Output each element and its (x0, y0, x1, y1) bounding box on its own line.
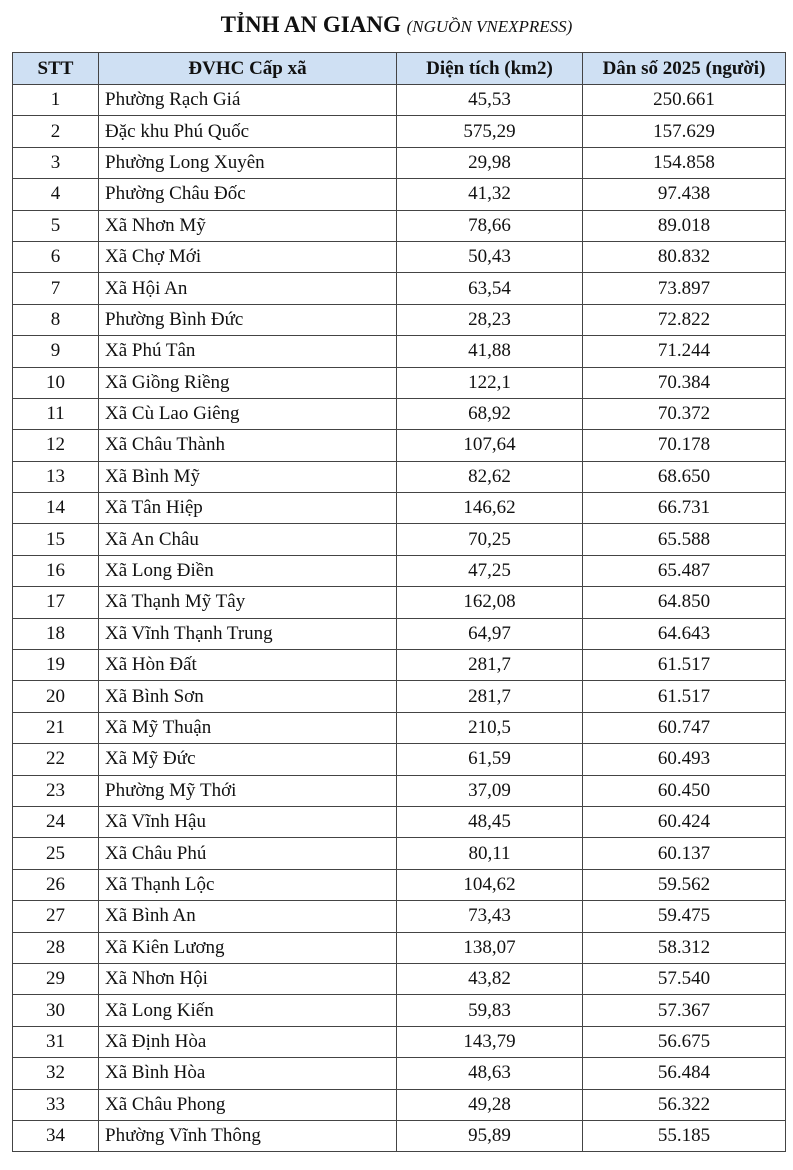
row-area: 73,43 (397, 901, 583, 932)
row-unit-name: Xã Định Hòa (99, 1026, 397, 1057)
row-stt: 23 (13, 775, 99, 806)
row-area: 47,25 (397, 555, 583, 586)
row-stt: 24 (13, 806, 99, 837)
table-row (13, 995, 786, 1026)
row-stt: 29 (13, 963, 99, 994)
row-area: 49,28 (397, 1089, 583, 1120)
row-unit-name: Đặc khu Phú Quốc (99, 116, 397, 147)
row-area: 37,09 (397, 775, 583, 806)
table-row (13, 650, 786, 681)
table-row (13, 618, 786, 649)
row-unit-name: Xã Bình Hòa (99, 1058, 397, 1089)
row-stt: 14 (13, 493, 99, 524)
table-row (13, 806, 786, 837)
row-unit-name: Xã Bình Mỹ (99, 461, 397, 492)
row-population: 73.897 (583, 273, 786, 304)
row-area: 80,11 (397, 838, 583, 869)
row-population: 57.367 (583, 995, 786, 1026)
row-unit-name: Xã Thạnh Mỹ Tây (99, 587, 397, 618)
row-stt: 11 (13, 398, 99, 429)
row-stt: 27 (13, 901, 99, 932)
row-stt: 34 (13, 1120, 99, 1151)
row-population: 56.484 (583, 1058, 786, 1089)
row-stt: 13 (13, 461, 99, 492)
row-area: 50,43 (397, 241, 583, 272)
row-unit-name: Xã Châu Phú (99, 838, 397, 869)
row-area: 78,66 (397, 210, 583, 241)
row-unit-name: Xã Tân Hiệp (99, 493, 397, 524)
table-row (13, 493, 786, 524)
table-row (13, 241, 786, 272)
row-population: 65.588 (583, 524, 786, 555)
row-area: 95,89 (397, 1120, 583, 1151)
row-stt: 5 (13, 210, 99, 241)
row-population: 60.493 (583, 744, 786, 775)
row-unit-name: Xã Giồng Riềng (99, 367, 397, 398)
table-row (13, 587, 786, 618)
row-population: 154.858 (583, 147, 786, 178)
row-unit-name: Phường Vĩnh Thông (99, 1120, 397, 1151)
table-row (13, 963, 786, 994)
row-area: 146,62 (397, 493, 583, 524)
row-stt: 18 (13, 618, 99, 649)
row-unit-name: Xã Châu Phong (99, 1089, 397, 1120)
table-row (13, 398, 786, 429)
row-stt: 33 (13, 1089, 99, 1120)
row-unit-name: Xã Kiên Lương (99, 932, 397, 963)
header-stt: STT (13, 53, 99, 85)
row-area: 210,5 (397, 712, 583, 743)
row-unit-name: Phường Long Xuyên (99, 147, 397, 178)
row-area: 104,62 (397, 869, 583, 900)
header-area: Diện tích (km2) (397, 53, 583, 85)
row-population: 80.832 (583, 241, 786, 272)
row-population: 70.372 (583, 398, 786, 429)
row-area: 29,98 (397, 147, 583, 178)
table-row (13, 744, 786, 775)
row-population: 89.018 (583, 210, 786, 241)
row-unit-name: Xã Hòn Đất (99, 650, 397, 681)
row-population: 55.185 (583, 1120, 786, 1151)
row-unit-name: Xã Long Điền (99, 555, 397, 586)
table-row (13, 367, 786, 398)
row-area: 138,07 (397, 932, 583, 963)
row-unit-name: Xã Vĩnh Thạnh Trung (99, 618, 397, 649)
row-stt: 7 (13, 273, 99, 304)
table-row (13, 461, 786, 492)
row-area: 48,45 (397, 806, 583, 837)
row-area: 41,88 (397, 336, 583, 367)
table-row (13, 932, 786, 963)
header-unit: ĐVHC Cấp xã (99, 53, 397, 85)
row-unit-name: Xã Nhơn Hội (99, 963, 397, 994)
row-stt: 26 (13, 869, 99, 900)
table-row (13, 901, 786, 932)
row-population: 61.517 (583, 650, 786, 681)
row-area: 107,64 (397, 430, 583, 461)
row-unit-name: Xã Bình An (99, 901, 397, 932)
row-stt: 6 (13, 241, 99, 272)
row-population: 72.822 (583, 304, 786, 335)
row-unit-name: Xã Bình Sơn (99, 681, 397, 712)
population-table (12, 52, 786, 1152)
row-area: 162,08 (397, 587, 583, 618)
row-population: 60.137 (583, 838, 786, 869)
row-stt: 12 (13, 430, 99, 461)
row-unit-name: Phường Rạch Giá (99, 85, 397, 116)
row-stt: 3 (13, 147, 99, 178)
row-population: 57.540 (583, 963, 786, 994)
table-row (13, 273, 786, 304)
table-row (13, 1120, 786, 1151)
row-stt: 17 (13, 587, 99, 618)
row-area: 43,82 (397, 963, 583, 994)
row-unit-name: Xã Châu Thành (99, 430, 397, 461)
row-area: 281,7 (397, 650, 583, 681)
row-population: 59.562 (583, 869, 786, 900)
row-stt: 28 (13, 932, 99, 963)
row-area: 70,25 (397, 524, 583, 555)
table-row (13, 179, 786, 210)
row-stt: 16 (13, 555, 99, 586)
row-area: 68,92 (397, 398, 583, 429)
row-population: 70.178 (583, 430, 786, 461)
table-row (13, 210, 786, 241)
row-population: 58.312 (583, 932, 786, 963)
row-area: 63,54 (397, 273, 583, 304)
row-stt: 10 (13, 367, 99, 398)
row-population: 61.517 (583, 681, 786, 712)
row-unit-name: Phường Bình Đức (99, 304, 397, 335)
row-area: 122,1 (397, 367, 583, 398)
title-source: (NGUỒN VNEXPRESS) (406, 17, 573, 36)
row-unit-name: Xã Chợ Mới (99, 241, 397, 272)
table-row (13, 1089, 786, 1120)
row-area: 45,53 (397, 85, 583, 116)
row-area: 61,59 (397, 744, 583, 775)
row-population: 60.424 (583, 806, 786, 837)
row-population: 64.850 (583, 587, 786, 618)
table-row (13, 1026, 786, 1057)
table-body (13, 85, 786, 1152)
table-row (13, 304, 786, 335)
row-unit-name: Xã Nhơn Mỹ (99, 210, 397, 241)
row-population: 56.675 (583, 1026, 786, 1057)
row-unit-name: Xã Mỹ Thuận (99, 712, 397, 743)
row-population: 157.629 (583, 116, 786, 147)
row-stt: 32 (13, 1058, 99, 1089)
row-unit-name: Xã Vĩnh Hậu (99, 806, 397, 837)
row-population: 60.450 (583, 775, 786, 806)
row-population: 97.438 (583, 179, 786, 210)
table-row (13, 838, 786, 869)
row-area: 143,79 (397, 1026, 583, 1057)
row-area: 281,7 (397, 681, 583, 712)
row-area: 28,23 (397, 304, 583, 335)
table-row (13, 869, 786, 900)
row-stt: 8 (13, 304, 99, 335)
table-row (13, 147, 786, 178)
row-population: 70.384 (583, 367, 786, 398)
row-population: 64.643 (583, 618, 786, 649)
row-stt: 25 (13, 838, 99, 869)
row-area: 41,32 (397, 179, 583, 210)
row-stt: 20 (13, 681, 99, 712)
row-unit-name: Xã Hội An (99, 273, 397, 304)
row-stt: 9 (13, 336, 99, 367)
table-row (13, 336, 786, 367)
row-stt: 21 (13, 712, 99, 743)
row-unit-name: Xã Cù Lao Giêng (99, 398, 397, 429)
table-row (13, 85, 786, 116)
row-population: 60.747 (583, 712, 786, 743)
row-population: 68.650 (583, 461, 786, 492)
row-stt: 22 (13, 744, 99, 775)
table-row (13, 1058, 786, 1089)
row-area: 48,63 (397, 1058, 583, 1089)
table-row (13, 116, 786, 147)
row-population: 56.322 (583, 1089, 786, 1120)
row-stt: 2 (13, 116, 99, 147)
row-stt: 15 (13, 524, 99, 555)
row-population: 66.731 (583, 493, 786, 524)
row-unit-name: Phường Châu Đốc (99, 179, 397, 210)
title-main: TỈNH AN GIANG (220, 12, 401, 37)
row-population: 71.244 (583, 336, 786, 367)
row-unit-name: Xã Thạnh Lộc (99, 869, 397, 900)
table-row (13, 430, 786, 461)
table-row (13, 524, 786, 555)
row-area: 575,29 (397, 116, 583, 147)
table-row (13, 681, 786, 712)
row-stt: 30 (13, 995, 99, 1026)
table-row (13, 712, 786, 743)
row-unit-name: Xã An Châu (99, 524, 397, 555)
row-population: 65.487 (583, 555, 786, 586)
row-unit-name: Xã Long Kiến (99, 995, 397, 1026)
row-population: 250.661 (583, 85, 786, 116)
row-unit-name: Phường Mỹ Thới (99, 775, 397, 806)
row-unit-name: Xã Mỹ Đức (99, 744, 397, 775)
row-area: 64,97 (397, 618, 583, 649)
row-area: 59,83 (397, 995, 583, 1026)
table-row (13, 555, 786, 586)
row-population: 59.475 (583, 901, 786, 932)
table-row (13, 775, 786, 806)
header-population: Dân số 2025 (người) (583, 53, 786, 85)
row-stt: 4 (13, 179, 99, 210)
row-stt: 1 (13, 85, 99, 116)
row-area: 82,62 (397, 461, 583, 492)
row-stt: 19 (13, 650, 99, 681)
page-title (0, 10, 793, 42)
row-stt: 31 (13, 1026, 99, 1057)
row-unit-name: Xã Phú Tân (99, 336, 397, 367)
table-header-row (13, 53, 786, 85)
